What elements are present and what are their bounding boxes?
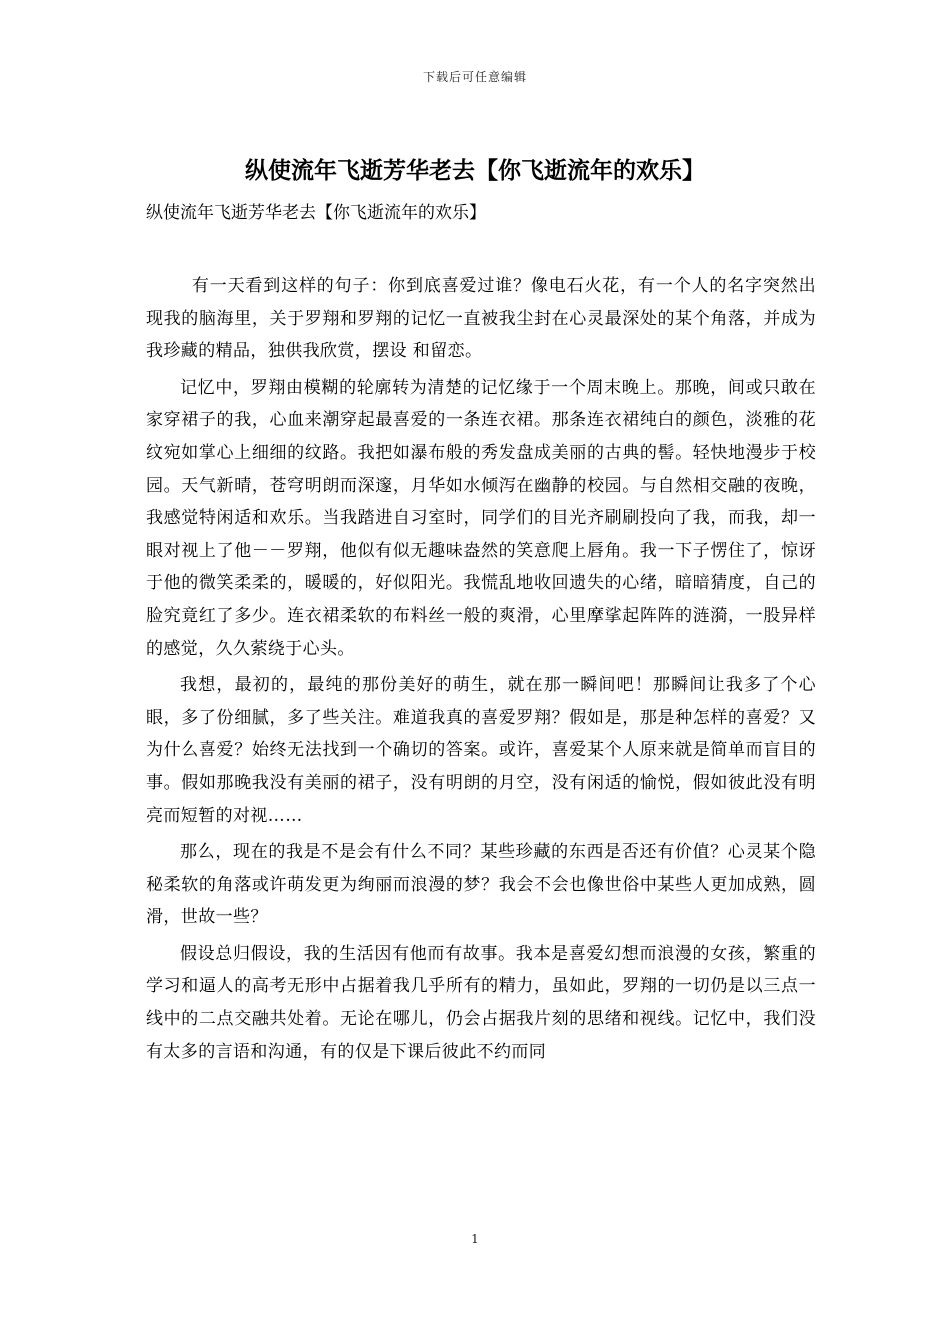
document-subtitle: 纵使流年飞逝芳华老去【你飞逝流年的欢乐】 bbox=[146, 203, 486, 223]
document-title: 纵使流年飞逝芳华老去【你飞逝流年的欢乐】 bbox=[245, 157, 705, 184]
header-note: 下载后可任意编辑 bbox=[422, 70, 527, 84]
body-paragraph: 我想，最初的，最纯的那份美好的萌生，就在那一瞬间吧！那瞬间让我多了个心眼，多了份细腻，多了些关注。难道我真的喜爱罗翔？假如是，那是种怎样的喜爱？又为什么喜爱？始终无法找到一个确切的答案。或许，喜爱某个人原来就是简单而盲目的事。假如那晚我没有美丽的裙子，没有明朗的月空，没有闲适的愉悦，假如彼此没有明亮而短暂的对视…… bbox=[146, 675, 816, 826]
body-paragraph: 有一天看到这样的句子：你到底喜爱过谁？像电石火花，有一个人的名字突然出现我的脑海里，关于罗翔和罗翔的记忆一直被我尘封在心灵最深处的某个角落，并成为我珍藏的精品，独供我欣赏，摆设 和留恋。 bbox=[146, 276, 816, 362]
body-paragraph: 假设总归假设，我的生活因有他而有故事。我本是喜爱幻想而浪漫的女孩，繁重的学习和逼人的高考无形中占据着我几乎所有的精力，虽如此，罗翔的一切仍是以三点一线中的二点交融共处着。无论在哪儿，仍会占据我片刻的思绪和视线。记忆中，我们没有太多的言语和沟通，有的仅是下课后彼此不约而同 bbox=[146, 943, 816, 1062]
page-number: 1 bbox=[471, 1232, 479, 1246]
body-paragraph: 记忆中，罗翔由模糊的轮廓转为清楚的记忆缘于一个周末晚上。那晚，间或只敢在家穿裙子的我，心血来潮穿起最喜爱的一条连衣裙。那条连衣裙纯白的颜色，淡雅的花纹宛如掌心上细细的纹路。我把如瀑布般的秀发盘成美丽的古典的髻。轻快地漫步于校园。天气新晴，苍穹明朗而深邃，月华如水倾泻在幽静的校园。与自然相交融的夜晚，我感觉特闲适和欢乐。当我踏进自习室时，同学们的目光齐刷刷投向了我，而我，却一眼对视上了他－－罗翔，他似有似无趣味盎然的笑意爬上唇角。我一下子愣住了，惊讶于他的微笑柔柔的，暖暖的，好似阳光。我慌乱地收回遗失的心绪，暗暗猜度，自己的脸究竟红了多少。连衣裙柔软的布料丝一般的爽滑，心里摩挲起阵阵的涟漪，一股异样的感觉，久久萦绕于心头。 bbox=[146, 377, 816, 659]
document-body bbox=[146, 270, 816, 1072]
body-paragraph: 那么，现在的我是不是会有什么不同？某些珍藏的东西是否还有价值？心灵某个隐秘柔软的角落或许萌发更为绚丽而浪漫的梦？我会不会也像世俗中某些人更加成熟，圆滑，世故一些？ bbox=[146, 842, 816, 928]
